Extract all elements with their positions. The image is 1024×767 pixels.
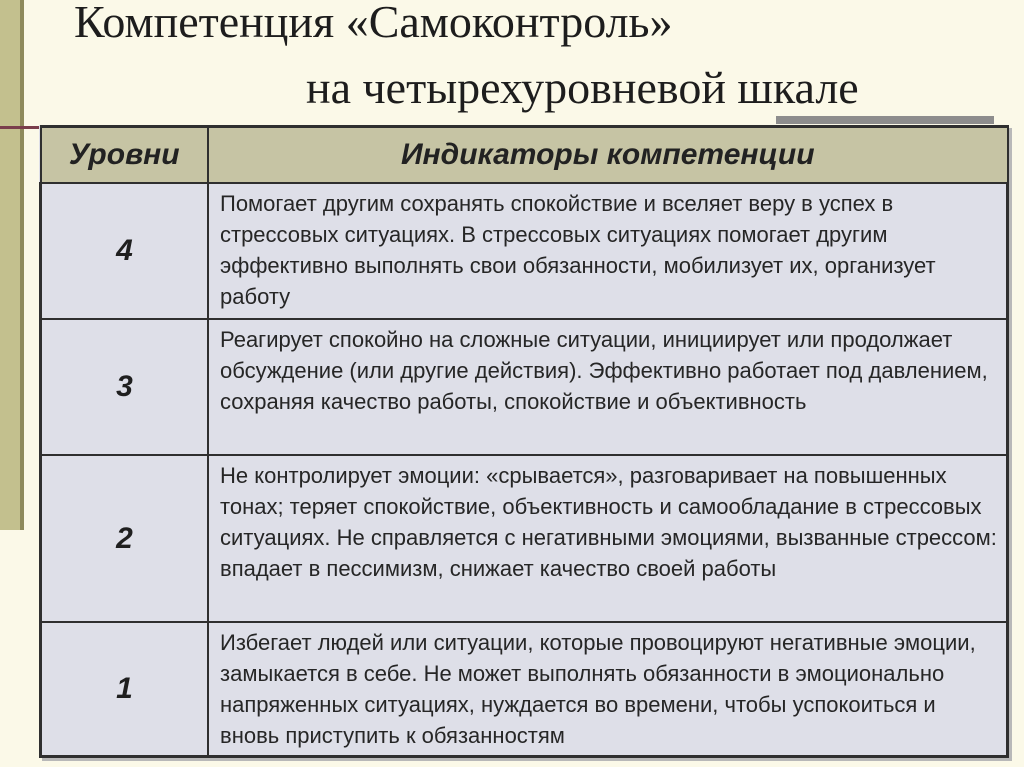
indicator-cell: Избегает людей или ситуации, которые провоцируют негативные эмоции, замыкается в себе. Не может выполнять обязанности в эмоционально напряженных ситуациях, нуждается во времени, чтобы успокоиться и вновь приступить к обязанностям — [208, 622, 1008, 756]
indicator-cell: Помогает другим сохранять спокойствие и вселяет веру в успех в стрессовых ситуациях. В стрессовых ситуациях помогает другим эффективно выполнять свои обязанности, мобилизует их, организует работу — [208, 183, 1008, 319]
left-decor-tick — [0, 126, 40, 129]
competency-table — [39, 125, 1009, 758]
header-row — [41, 127, 1008, 184]
header-indicators: Индикаторы компетенции — [208, 127, 1008, 184]
table-row — [41, 183, 1008, 319]
indicator-cell: Реагирует спокойно на сложные ситуации, инициирует или продолжает обсуждение (или другие действия). Эффективно работает под давлением, сохраняя качество работы, спокойствие и объективность — [208, 319, 1008, 455]
left-decor-bar — [0, 0, 20, 530]
indicator-cell: Не контролирует эмоции: «срывается», разговаривает на повышенных тонах; теряет спокойствие, объективность и самообладание в стрессовых ситуациях. Не справляется с негативными эмоциями, вызванные стрессом: впадает в пессимизм, снижает качество своей работы — [208, 455, 1008, 622]
table-row — [41, 319, 1008, 455]
level-cell: 4 — [41, 183, 209, 319]
level-cell: 3 — [41, 319, 209, 455]
slide-title-line-2: на четырехуровневой шкале — [306, 62, 859, 113]
level-cell: 2 — [41, 455, 209, 622]
title-underline — [776, 116, 994, 124]
table-row — [41, 622, 1008, 756]
header-levels: Уровни — [41, 127, 209, 184]
left-decor-line — [20, 0, 24, 530]
level-cell: 1 — [41, 622, 209, 756]
table-row — [41, 455, 1008, 622]
slide-title-line-1: Компетенция «Самоконтроль» — [74, 0, 673, 47]
